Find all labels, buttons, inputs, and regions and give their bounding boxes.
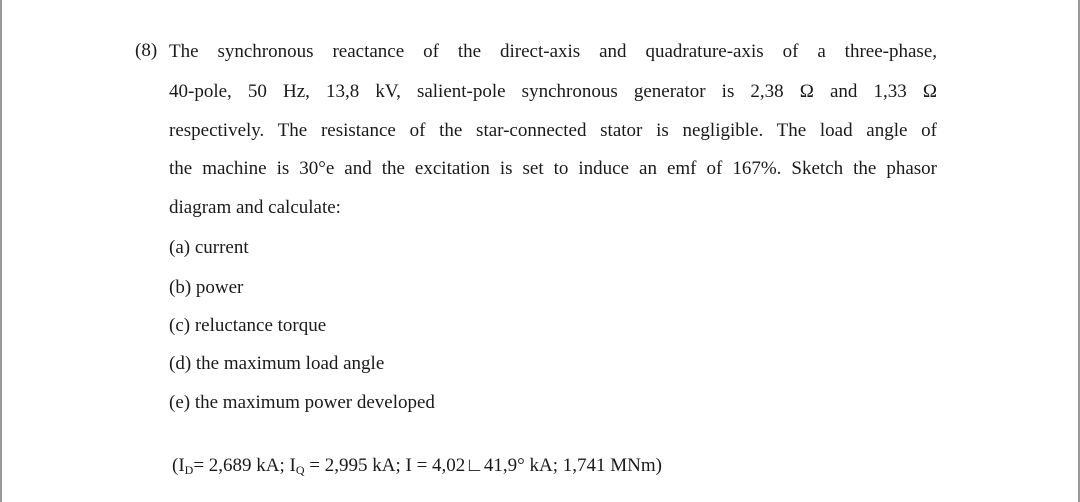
sub-question-a: (a) current: [169, 237, 249, 258]
problem-text-line-4: the machine is 30°e and the excitation is set to induce an emf of 167%. Sketch the phasor: [169, 158, 937, 179]
answer-line: [172, 454, 662, 478]
sub-question-b: (b) power: [169, 277, 244, 298]
sub-question-c: (c) reluctance torque: [169, 315, 327, 336]
sub-question-e: (e) the maximum power developed: [169, 392, 435, 413]
question-number: (8): [135, 40, 158, 61]
problem-text-line-1: The synchronous reactance of the direct-axis and quadrature-axis of a three-phase,: [169, 41, 937, 62]
problem-text-line-2: 40-pole, 50 Hz, 13,8 kV, salient-pole synchronous generator is 2,38 Ω and 1,33 Ω: [169, 81, 937, 102]
answer-open: (I: [172, 455, 185, 476]
answer-rest: = 2,995 kA; I = 4,02∟41,9° kA; 1,741 MNm): [304, 455, 662, 476]
problem-text-line-5: diagram and calculate:: [169, 197, 341, 218]
answer-subscript-d: D: [184, 463, 194, 477]
sub-question-d: (d) the maximum load angle: [169, 353, 385, 374]
problem-text-line-3: respectively. The resistance of the star-connected stator is negligible. The load angle of: [169, 120, 937, 141]
answer-id-value: = 2,689 kA; I: [193, 455, 296, 476]
answer-subscript-q: Q: [295, 463, 305, 477]
